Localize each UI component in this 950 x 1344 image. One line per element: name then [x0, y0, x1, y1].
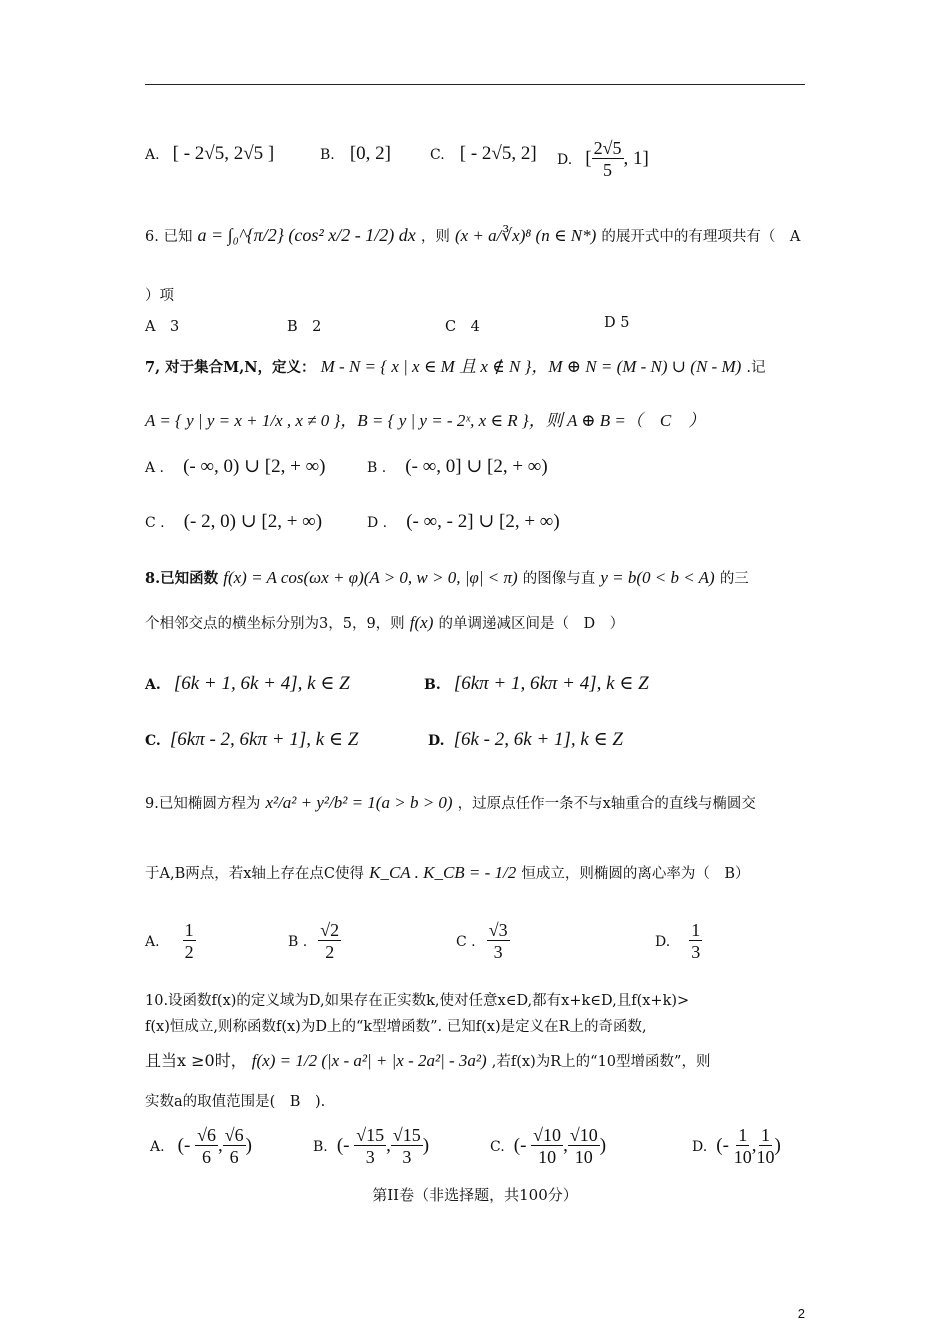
option-fraction: [195, 1125, 218, 1168]
option-label: D.: [557, 152, 573, 168]
q9-option-c: [456, 920, 510, 963]
q9-option-a: [145, 920, 196, 963]
q9-stem-cont: [145, 862, 750, 883]
option-bracket: ): [245, 1135, 252, 1156]
fraction-denominator: 10: [538, 1147, 557, 1167]
option-label: C .: [456, 934, 476, 950]
option-label: C.: [145, 733, 161, 749]
binomial-expansion: (x + a/∛x)⁸ (n ∈ N*): [454, 226, 597, 245]
q9-option-b: [288, 920, 341, 963]
question-text: 7, 对于集合M,N，定义：: [145, 359, 316, 376]
option-fraction: [183, 920, 196, 963]
option-value: [6kπ + 1, 6kπ + 4], k ∈ Z: [453, 673, 649, 694]
option-bracket: (-: [716, 1135, 734, 1156]
fraction-numerator: √15: [356, 1125, 385, 1145]
fraction-denominator: 10: [733, 1147, 752, 1167]
option-label: C .: [145, 515, 165, 531]
q8-option-d: [428, 728, 623, 751]
q8-option-a: [145, 672, 350, 695]
option-label: C.: [490, 1139, 505, 1155]
q5-option-a: [145, 143, 274, 165]
option-label: D.: [428, 733, 445, 749]
option-fraction: [318, 920, 341, 963]
question-text: 个相邻交点的横坐标分别为3，5，9，则: [145, 616, 405, 632]
fraction-numerator: √3: [488, 920, 508, 940]
option-value: (- ∞, 0] ∪ [2, + ∞): [405, 456, 548, 477]
function-symbol: f(x): [409, 613, 434, 632]
q8-option-c: [145, 728, 358, 751]
option-separator: ,: [217, 1135, 223, 1156]
option-fraction: [391, 1125, 423, 1168]
option-separator: ,: [386, 1135, 391, 1156]
q7-option-d: [367, 510, 560, 533]
fraction-numerator: √10: [569, 1125, 598, 1145]
q10-option-b: [313, 1125, 429, 1168]
header-rule: [145, 84, 805, 85]
fraction-numerator: 2√5: [593, 138, 622, 158]
option-value: [6kπ - 2, 6kπ + 1], k ∈ Z: [169, 729, 359, 750]
q10-option-c: [490, 1125, 606, 1168]
question-text: ，则: [420, 229, 450, 245]
option-value: [6k - 2, 6k + 1], k ∈ Z: [453, 729, 623, 750]
option-value: (- 2, 0) ∪ [2, + ∞): [183, 511, 323, 532]
option-fraction: [354, 1125, 386, 1168]
fraction-denominator: 6: [202, 1147, 211, 1167]
option-label: C.: [430, 147, 445, 163]
question-text: 8.已知函数: [145, 570, 219, 587]
option-value: (- ∞, 0) ∪ [2, + ∞): [183, 456, 326, 477]
option-label: D .: [367, 515, 388, 531]
question-text: 的展开式中的有理项共有（ A: [601, 229, 801, 245]
option-label: B.: [320, 147, 335, 163]
q5-option-d: [557, 138, 649, 181]
q10-stem-line4: 实数a的取值范围是( B ).: [145, 1094, 326, 1110]
page-number: 2: [797, 1306, 805, 1321]
option-fraction: [689, 920, 702, 963]
fraction-numerator: √15: [392, 1125, 421, 1145]
option-bracket: [: [585, 148, 592, 169]
option-fraction: [487, 920, 510, 963]
q10-stem-line3: [145, 1048, 710, 1071]
fraction-numerator: √6: [224, 1125, 244, 1145]
q9-option-d: [655, 920, 702, 963]
option-label: B.: [424, 677, 441, 693]
function-formula: f(x) = A cos(ωx + φ)(A > 0, w > 0, |φ| < π): [223, 568, 518, 587]
ellipse-equation: x²/a² + y²/b² = 1(a > b > 0): [265, 793, 453, 812]
option-fraction: [568, 1125, 600, 1168]
option-label: A.: [145, 147, 160, 163]
q10-option-d: [692, 1125, 781, 1168]
q7-sets: A = { y | y = x + 1/x , x ≠ 0 }，B = { y | y = - 2ˣ, x ∈ R }，则 A ⊕ B =（ C ）: [145, 411, 706, 430]
option-value: [6k + 1, 6k + 4], k ∈ Z: [173, 673, 350, 694]
q6-option-c: C 4: [445, 319, 480, 335]
question-text: 的图像与直: [522, 571, 596, 587]
fraction-denominator: 10: [756, 1147, 775, 1167]
section-title: 第II卷（非选择题，共100分）: [372, 1186, 578, 1204]
option-separator: ,: [751, 1135, 757, 1156]
option-label: D.: [655, 934, 671, 950]
fraction-denominator: 3: [691, 942, 701, 962]
q10-stem-line1: 10.设函数f(x)的定义域为D,如果存在正实数k,使对任意x∈D,都有x+k∈D,且f(x+k)>: [145, 993, 690, 1009]
option-bracket: (-: [513, 1135, 532, 1156]
fraction-numerator: 1: [760, 1125, 770, 1145]
question-text: 的单调递减区间是（ D ）: [438, 616, 625, 632]
fraction-numerator: √10: [533, 1125, 562, 1145]
q9-stem: [145, 792, 756, 813]
option-bracket: (-: [336, 1135, 355, 1156]
q7-option-a: [145, 455, 325, 478]
question-text: 的三: [719, 571, 749, 587]
option-value: (- ∞, - 2] ∪ [2, + ∞): [406, 511, 560, 532]
q8-option-b: [424, 672, 649, 695]
fraction-denominator: 2: [184, 942, 194, 962]
fraction-numerator: 1: [738, 1125, 748, 1145]
fraction-numerator: 1: [184, 920, 194, 940]
option-fraction: [734, 1125, 752, 1168]
question-text: 恒成立，则椭圆的离心率为（ B）: [521, 866, 750, 882]
slope-product: K_CA . K_CB = - 1/2: [369, 863, 517, 882]
q6-stem: [145, 225, 800, 246]
fraction-denominator: 5: [603, 160, 613, 180]
option-separator: ,: [563, 1135, 568, 1156]
option-label: D.: [692, 1139, 708, 1155]
q10-option-a: [150, 1125, 252, 1168]
q6-option-a: A 3: [145, 319, 180, 335]
function-formula: f(x) = 1/2 (|x - a²| + |x - 2a²| - 3a²): [251, 1051, 487, 1070]
q6-option-d: D 5: [604, 315, 630, 331]
option-label: A.: [145, 677, 161, 693]
option-label: A .: [145, 460, 165, 476]
option-label: B.: [313, 1139, 328, 1155]
fraction-denominator: 3: [402, 1147, 412, 1167]
option-label: B .: [288, 934, 308, 950]
option-bracket: ): [774, 1135, 781, 1156]
fraction-denominator: 3: [493, 942, 503, 962]
fraction-denominator: 6: [229, 1147, 239, 1167]
integral-formula: a = ∫₀^{π/2} (cos² x/2 - 1/2) dx: [197, 225, 416, 245]
fraction-numerator: √2: [320, 920, 340, 940]
set-definition: M - N = { x | x ∈ M 且 x ∉ N }，M ⊕ N = (M - N) ∪ (N - M): [320, 357, 742, 376]
option-fraction: [531, 1125, 563, 1168]
option-bracket: (-: [177, 1135, 196, 1156]
question-text: 9.已知椭圆方程为: [145, 796, 261, 812]
option-fraction: [223, 1125, 246, 1168]
question-text: ，过原点任作一条不与x轴重合的直线与椭圆交: [457, 796, 756, 812]
option-label: A.: [150, 1139, 165, 1155]
line-equation: y = b(0 < b < A): [600, 568, 715, 587]
q10-stem-line2: f(x)恒成立,则称函数f(x)为D上的“k型增函数”. 已知f(x)是定义在R上的奇函数,: [145, 1019, 647, 1035]
option-label: A.: [145, 934, 160, 950]
option-label: B .: [367, 460, 387, 476]
fraction-numerator: √6: [197, 1125, 216, 1145]
option-value: [ - 2√5, 2]: [459, 143, 537, 164]
fraction-denominator: 10: [574, 1147, 593, 1167]
q7-stem: [145, 352, 765, 377]
question-text: 6. 已知: [145, 229, 193, 245]
fraction-denominator: 2: [325, 942, 335, 962]
q6-option-b: B 2: [287, 319, 322, 335]
q7-option-c: [145, 510, 322, 533]
option-bracket: ): [422, 1135, 430, 1156]
q6-stem-cont: ）项: [145, 288, 174, 304]
q7-option-b: [367, 455, 548, 478]
option-value: [0, 2]: [349, 143, 391, 164]
question-text: 且当x ≥0时，: [145, 1051, 247, 1070]
option-fraction: [756, 1125, 774, 1168]
question-text: 于A,B两点，若x轴上存在点C使得: [145, 866, 365, 882]
option-fraction: [592, 138, 624, 181]
q8-stem: [145, 567, 749, 588]
q8-stem-cont: [145, 612, 624, 633]
q5-option-c: [430, 143, 537, 165]
fraction-denominator: 3: [365, 1147, 375, 1167]
question-text: .记: [746, 360, 766, 376]
option-value: [ - 2√5, 2√5 ]: [172, 143, 275, 164]
question-text: ,若f(x)为R上的“10型增函数”，则: [491, 1054, 711, 1070]
fraction-numerator: 1: [691, 920, 701, 940]
option-bracket: ): [599, 1135, 607, 1156]
option-bracket: , 1]: [623, 148, 649, 169]
q5-option-b: [320, 143, 391, 165]
